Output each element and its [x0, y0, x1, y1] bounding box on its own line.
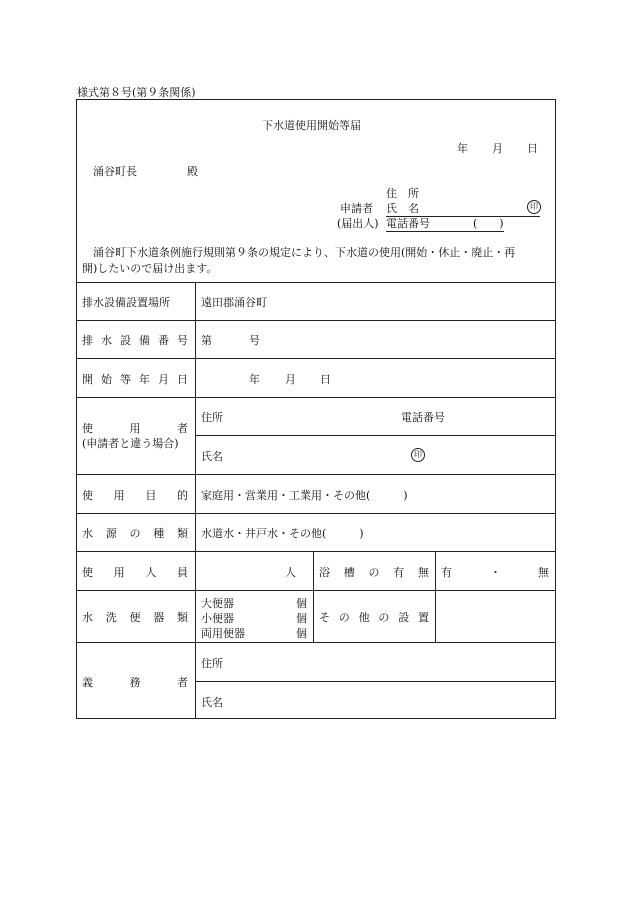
drain-number-suffix: 号	[249, 334, 260, 347]
seal-icon: 印	[411, 448, 425, 462]
toilet-item-unit: 個	[296, 612, 307, 625]
toilet-item-unit: 個	[296, 627, 307, 640]
applicant-prefix-2: (届出人)	[337, 217, 379, 230]
column-divider	[313, 551, 314, 642]
applicant-prefix: 申請者	[340, 202, 373, 215]
bath-dot: ・	[490, 566, 501, 579]
value-location: 遠田郡涌谷町	[201, 296, 267, 309]
label-water-source: 水 源 の 種 類	[82, 527, 188, 540]
label-occupants: 使 用 人 員	[82, 566, 188, 579]
value-water-source: 水道水・井戸水・その他( )	[201, 527, 364, 540]
addressee: 涌谷町長	[93, 165, 137, 178]
row-divider	[76, 320, 556, 321]
date-day: 日	[527, 142, 538, 155]
row-divider	[195, 435, 556, 436]
label-user: 使 用 者	[82, 422, 188, 435]
label-other-installation: そ の 他 の 設 置	[319, 611, 429, 624]
occupants-unit: 人	[285, 566, 296, 579]
row-divider	[76, 551, 556, 552]
body-text-line-1: 涌谷町下水道条例施行規則第９条の規定により、下水道の使用(開始・休止・廃止・再	[93, 246, 516, 259]
start-date-year: 年	[249, 373, 260, 386]
form-table	[76, 99, 556, 719]
label-location: 排水設備設置場所	[82, 296, 170, 309]
start-date-month: 月	[285, 373, 296, 386]
label-drain-number: 排 水 設 備 番 号	[82, 334, 188, 347]
bath-no: 無	[538, 566, 549, 579]
label-purpose: 使 用 目 的	[82, 489, 188, 502]
toilet-item-name: 両用便器	[201, 627, 245, 640]
user-phone-label: 電話番号	[401, 411, 445, 424]
honorific: 殿	[187, 165, 198, 178]
label-obligor: 義 務 者	[82, 676, 188, 689]
obligor-address-label: 住所	[201, 657, 223, 670]
toilet-item-name: 小便器	[201, 612, 234, 625]
obligor-name-label: 氏名	[201, 696, 223, 709]
row-divider	[76, 590, 556, 591]
row-divider	[76, 282, 556, 283]
form-title: 下水道使用開始等届	[262, 119, 361, 132]
applicant-phone-paren: ( )	[473, 217, 504, 230]
applicant-name-label: 氏 名	[386, 202, 419, 215]
user-address-label: 住所	[201, 411, 223, 424]
row-divider	[76, 397, 556, 398]
body-text-line-2: 開)したいので届け出ます。	[82, 262, 218, 275]
toilet-item-unit: 個	[296, 597, 307, 610]
column-divider	[195, 282, 196, 719]
value-purpose: 家庭用・営業用・工業用・その他( )	[201, 489, 408, 502]
seal-icon: 印	[527, 200, 541, 214]
applicant-address-label: 住 所	[386, 187, 419, 200]
label-start-date: 開 始 等 年 月 日	[82, 373, 188, 386]
row-divider	[76, 358, 556, 359]
row-divider	[195, 681, 556, 682]
toilet-item-name: 大便器	[201, 597, 234, 610]
label-user-sub: (申請者と違う場合)	[82, 437, 179, 450]
date-year: 年	[457, 142, 468, 155]
applicant-phone-label: 電話番号	[386, 217, 430, 230]
form-number-label: 様式第８号(第９条関係)	[77, 86, 196, 99]
column-divider	[435, 551, 436, 642]
drain-number-prefix: 第	[201, 334, 212, 347]
label-toilets: 水 洗 便 器 類	[82, 611, 188, 624]
row-divider	[76, 513, 556, 514]
row-divider	[76, 642, 556, 643]
row-divider	[76, 474, 556, 475]
user-seal	[411, 447, 425, 462]
label-bath: 浴 槽 の 有 無	[319, 566, 429, 579]
applicant-seal	[527, 199, 541, 214]
user-name-label: 氏名	[201, 450, 223, 463]
bath-yes: 有	[441, 566, 452, 579]
start-date-day: 日	[320, 373, 331, 386]
date-month: 月	[492, 142, 503, 155]
applicant-phone-line	[386, 215, 504, 232]
